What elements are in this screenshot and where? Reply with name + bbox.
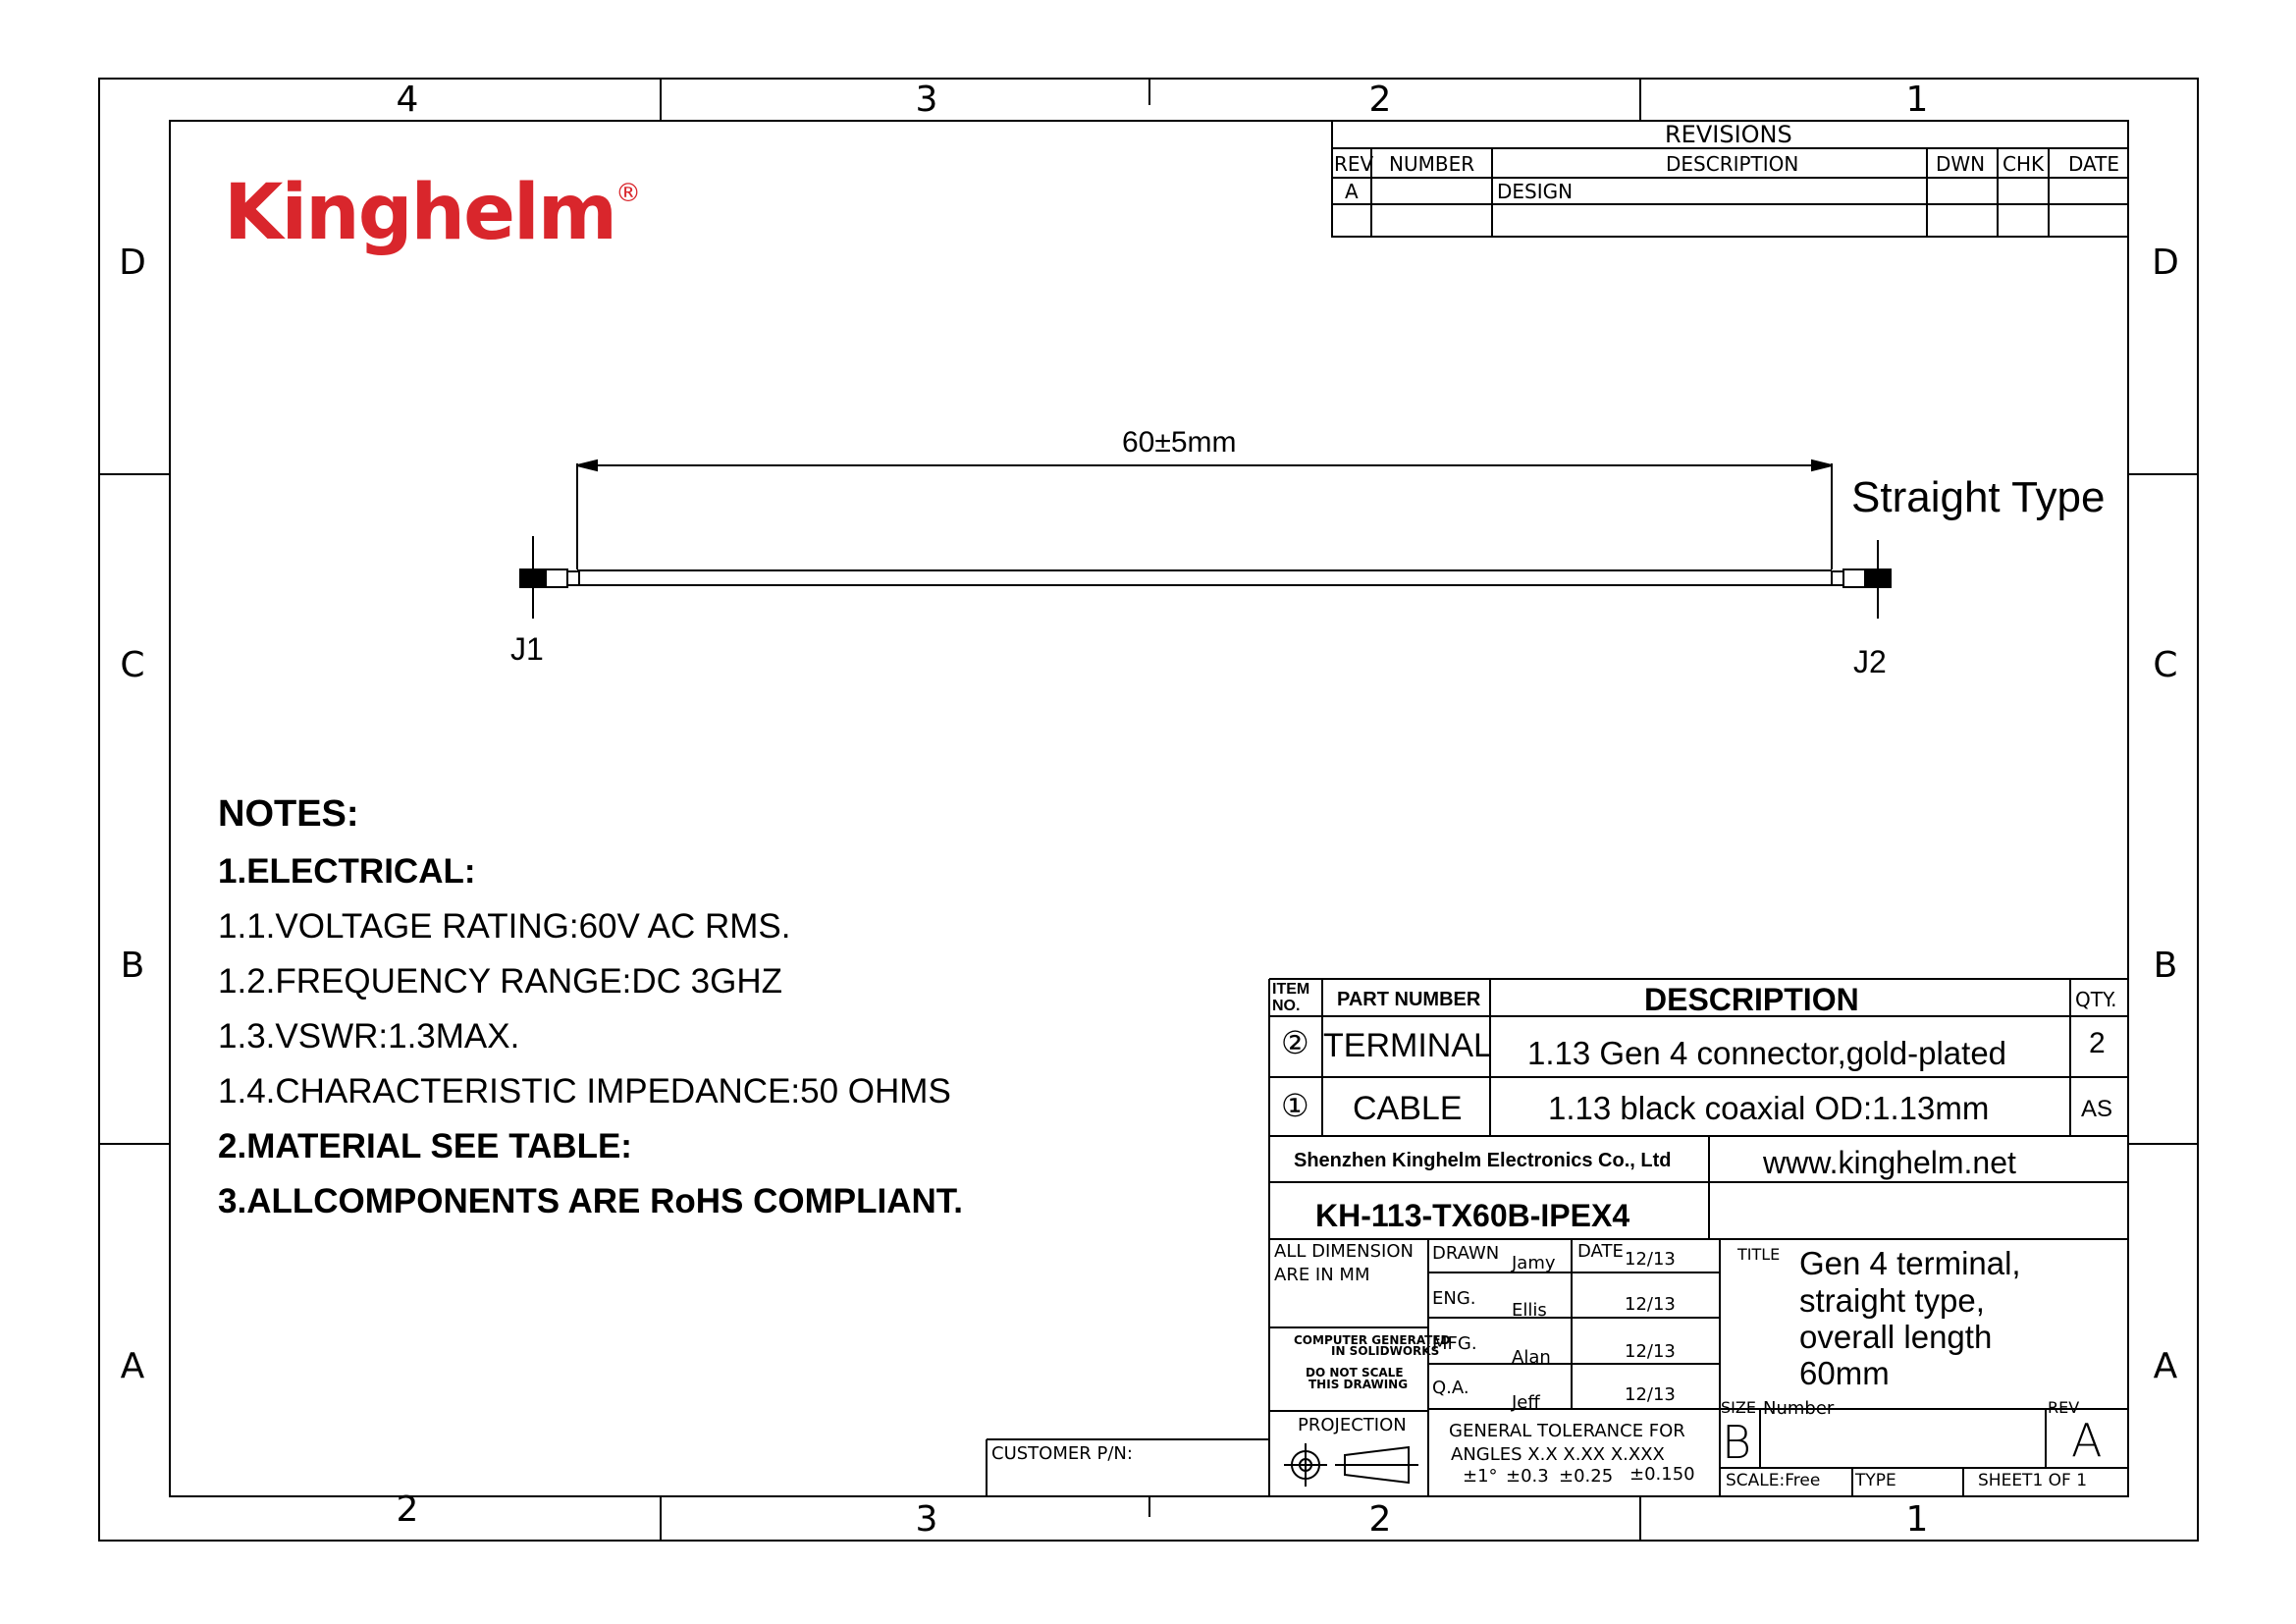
notes-material: 2.MATERIAL SEE TABLE: — [218, 1127, 632, 1165]
bom-row1-qty: 2 — [2089, 1027, 2106, 1059]
zone-divider — [660, 1497, 662, 1542]
do-not-scale-label: DO NOT SCALE — [1306, 1366, 1404, 1380]
tolerance-x: ±0.3 — [1506, 1466, 1549, 1487]
zone-row-c-right: C — [2153, 645, 2178, 685]
customer-pn-label: CUSTOMER P/N: — [991, 1443, 1133, 1464]
title-line-3: overall length — [1799, 1319, 1993, 1355]
rev-header-rev: REV — [1334, 152, 1374, 176]
connector-j2-label: J2 — [1853, 644, 1887, 679]
company-name: Shenzhen Kinghelm Electronics Co., Ltd — [1294, 1150, 1672, 1171]
zone-col-bottom-1: 1 — [1905, 1499, 1929, 1540]
zone-row-d-right: D — [2152, 243, 2179, 283]
zone-row-b-right: B — [2153, 946, 2178, 986]
date-label: DATE — [1577, 1241, 1624, 1262]
zone-col-2: 2 — [1368, 80, 1392, 120]
note-voltage: 1.1.VOLTAGE RATING:60V AC RMS. — [218, 907, 791, 946]
bom-row1-item: ② — [1281, 1024, 1309, 1061]
scale-label: SCALE:Free — [1726, 1471, 1821, 1490]
rev-header-date: DATE — [2068, 152, 2120, 176]
drawn-name: Jamy — [1512, 1253, 1556, 1273]
rev-row-description: DESIGN — [1497, 180, 1574, 203]
note-vswr: 1.3.VSWR:1.3MAX. — [218, 1017, 520, 1056]
rev-header-description: DESCRIPTION — [1666, 152, 1799, 176]
notes-rohs: 3.ALLCOMPONENTS ARE RoHS COMPLIANT. — [218, 1182, 963, 1220]
company-website: www.kinghelm.net — [1763, 1145, 2016, 1180]
bom-header-description: DESCRIPTION — [1644, 982, 1859, 1017]
this-drawing-label: THIS DRAWING — [1308, 1378, 1409, 1391]
rev-header-chk: CHK — [2002, 152, 2045, 176]
zone-col-4: 4 — [396, 80, 419, 120]
tolerance-line2: ANGLES X.X X.XX X.XXX — [1451, 1444, 1665, 1465]
eng-name: Ellis — [1512, 1300, 1547, 1321]
title-line-1: Gen 4 terminal, — [1799, 1245, 2021, 1281]
straight-type-label: Straight Type — [1851, 473, 2106, 521]
rev-header-dwn: DWN — [1936, 152, 1986, 176]
title-label: TITLE — [1737, 1245, 1781, 1264]
type-label: TYPE — [1855, 1471, 1896, 1490]
bom-row2-item: ① — [1281, 1087, 1309, 1124]
bom-row1-description: 1.13 Gen 4 connector,gold-plated — [1527, 1035, 2007, 1071]
qa-label: Q.A. — [1432, 1378, 1469, 1398]
zone-divider — [98, 473, 169, 475]
zone-divider — [660, 78, 662, 120]
cable-drawing — [510, 442, 1914, 638]
zone-divider — [1639, 78, 1641, 120]
rev-header-number: NUMBER — [1389, 152, 1475, 176]
bom-header-part: PART NUMBER — [1337, 989, 1481, 1010]
title-line-4: 60mm — [1799, 1355, 1890, 1391]
zone-row-b: B — [120, 946, 145, 986]
in-solidworks-label: IN SOLIDWORKS — [1331, 1344, 1440, 1358]
connector-j1-label: J1 — [510, 631, 544, 667]
zone-divider — [1148, 78, 1150, 105]
qa-date: 12/13 — [1625, 1384, 1676, 1405]
bom-row1-part: TERMINAL — [1323, 1027, 1492, 1064]
bom-header-qty: QTY. — [2075, 988, 2117, 1011]
bom-header-item: ITEM NO. — [1272, 981, 1310, 1014]
rev-label: REV — [2048, 1398, 2080, 1417]
are-in-mm-label: ARE IN MM — [1274, 1265, 1370, 1285]
zone-row-d: D — [119, 243, 146, 283]
bom-row2-part: CABLE — [1353, 1090, 1463, 1127]
zone-col-bottom-2b: 2 — [1368, 1499, 1392, 1540]
eng-label: ENG. — [1432, 1288, 1476, 1309]
drawn-date: 12/13 — [1625, 1249, 1676, 1270]
zone-col-bottom-2: 2 — [396, 1489, 419, 1530]
zone-row-a-right: A — [2153, 1346, 2178, 1386]
zone-row-c: C — [120, 645, 145, 685]
size-value: B — [1722, 1416, 1752, 1469]
mfg-date: 12/13 — [1625, 1341, 1676, 1362]
sheet-label: SHEET1 OF 1 — [1978, 1471, 2088, 1490]
dimension-label: 60±5mm — [1122, 426, 1237, 459]
qa-name: Jeff — [1512, 1392, 1540, 1413]
zone-divider — [2129, 473, 2199, 475]
computer-generated-label: COMPUTER GENERATED — [1294, 1333, 1451, 1347]
zone-divider — [98, 1143, 169, 1145]
rev-value: A — [2071, 1414, 2103, 1467]
zone-divider — [2129, 1143, 2199, 1145]
notes-heading: NOTES: — [218, 793, 359, 835]
bom-row2-qty: AS — [2081, 1096, 2113, 1122]
mfg-name: Alan — [1512, 1347, 1551, 1368]
rev-row-rev: A — [1345, 180, 1359, 203]
bom-row2-description: 1.13 black coaxial OD:1.13mm — [1548, 1090, 1990, 1126]
tolerance-xx: ±0.25 — [1559, 1466, 1614, 1487]
zone-col-bottom-3: 3 — [915, 1499, 938, 1540]
tolerance-xxx: ±0.150 — [1629, 1464, 1695, 1485]
mfg-label: MFG. — [1432, 1333, 1477, 1354]
zone-col-3: 3 — [915, 80, 938, 120]
drawn-label: DRAWN — [1432, 1243, 1500, 1264]
eng-date: 12/13 — [1625, 1294, 1676, 1315]
part-number: KH-113-TX60B-IPEX4 — [1315, 1198, 1630, 1233]
projection-label: PROJECTION — [1298, 1415, 1407, 1435]
note-frequency: 1.2.FREQUENCY RANGE:DC 3GHZ — [218, 962, 783, 1001]
tolerance-line1: GENERAL TOLERANCE FOR — [1449, 1421, 1685, 1441]
zone-row-a: A — [120, 1346, 145, 1386]
notes-electrical: 1.ELECTRICAL: — [218, 852, 476, 891]
all-dimension-label: ALL DIMENSION — [1274, 1241, 1414, 1262]
note-impedance: 1.4.CHARACTERISTIC IMPEDANCE:50 OHMS — [218, 1072, 951, 1110]
zone-divider — [1639, 1497, 1641, 1542]
tolerance-angle: ±1° — [1463, 1466, 1498, 1487]
number-label: Number — [1763, 1398, 1835, 1419]
zone-col-1: 1 — [1905, 80, 1929, 120]
title-line-2: straight type, — [1799, 1282, 1985, 1319]
revisions-title: REVISIONS — [1665, 121, 1792, 148]
size-label: SIZE — [1721, 1398, 1756, 1417]
kinghelm-logo: Kinghelm® — [224, 169, 641, 257]
